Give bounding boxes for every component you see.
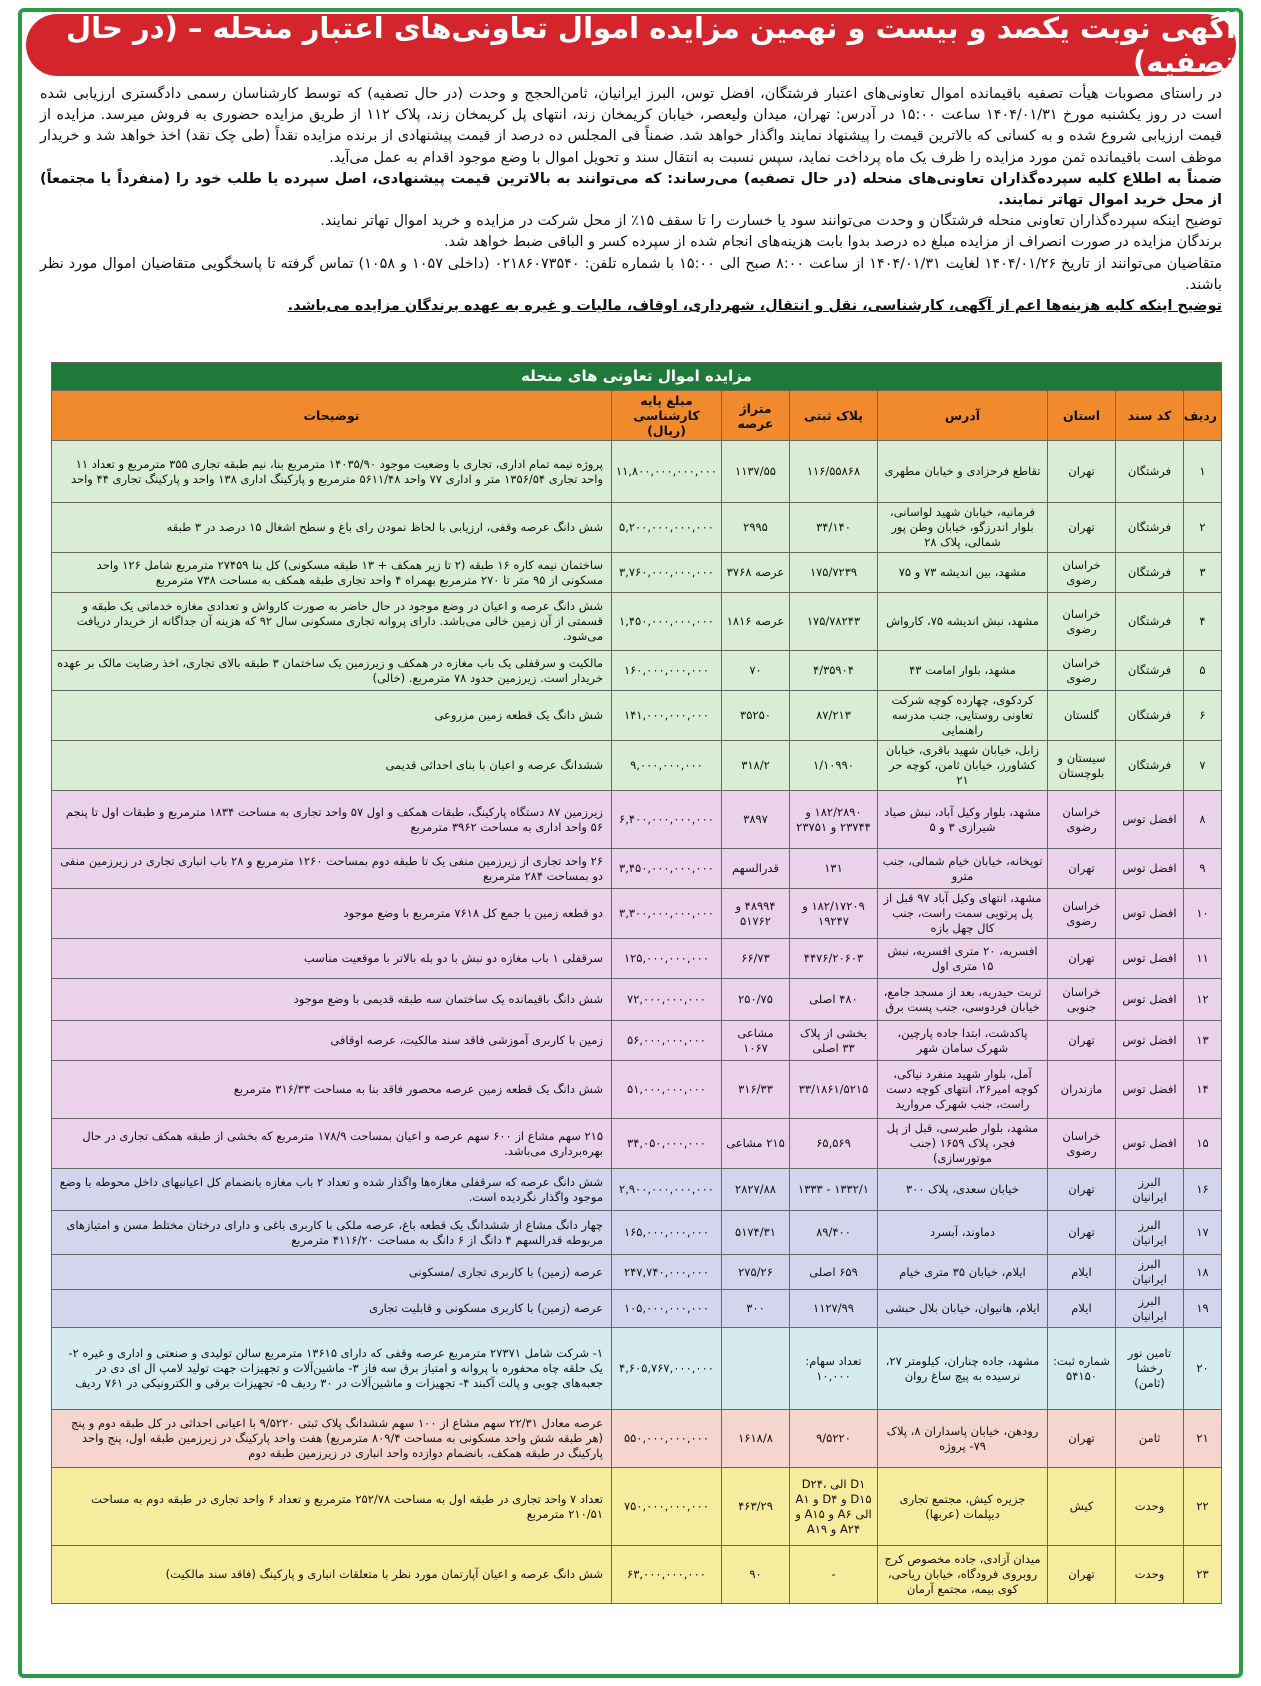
- table-cell: خیابان سعدی، پلاک ۳۰۰: [878, 1169, 1048, 1211]
- table-cell: ۵: [1184, 651, 1222, 691]
- table-cell: ۲۵۰/۷۵: [722, 979, 790, 1021]
- auction-table: [51, 362, 1222, 1604]
- table-cell: تهران: [1048, 1410, 1116, 1468]
- table-cell: ۴۶۳/۲۹: [722, 1468, 790, 1546]
- table-cell: ۶: [1184, 691, 1222, 741]
- table-cell: ثامن: [1116, 1410, 1184, 1468]
- table-cell: مشهد، جاده چناران، کیلومتر ۲۷، نرسیده به پیچ ساغ روان: [878, 1328, 1048, 1410]
- table-cell: ۷۲,۰۰۰,۰۰۰,۰۰۰: [612, 979, 722, 1021]
- table-cell: ۲۴۷,۷۴۰,۰۰۰,۰۰۰: [612, 1255, 722, 1290]
- column-header: پلاک ثبتی: [790, 391, 878, 441]
- table-cell: ۸۷/۲۱۳: [790, 691, 878, 741]
- table-cell: پروژه نیمه تمام اداری، تجاری با وضعیت موجود ۱۴۰۳۵/۹۰ مترمربع بنا، نیم طبقه تجاری ۳۵۵ مترمربع و تعداد ۱۱ واحد تجاری ۱۳۵۶/۵۴ متر و اداری ۷۷ واحد ۵۶۱۱/۴۸ مترمربع و پارکینگ اداری ۱۳۸ واحد و پارکینگ تجاری ۴۴ واحد: [52, 441, 612, 503]
- table-cell: ۷۵۰,۰۰۰,۰۰۰,۰۰۰: [612, 1468, 722, 1546]
- table-cell: ۲۱۵ سهم مشاع از ۶۰۰ سهم عرصه و اعیان بمساحت ۱۷۸/۹ مترمربع که بخشی از طبقه همکف تجاری در حال بهره‌برداری می‌باشد.: [52, 1119, 612, 1169]
- table-cell: ۹/۵۲۲۰: [790, 1410, 878, 1468]
- table-cell: ۶۳,۰۰۰,۰۰۰,۰۰۰: [612, 1546, 722, 1604]
- table-caption-row: [52, 363, 1222, 391]
- table-cell: ۹۰: [722, 1546, 790, 1604]
- table-row: [52, 1546, 1222, 1604]
- table-cell: افضل توس: [1116, 939, 1184, 979]
- table-cell: ۱۸۲/۲۸۹۰ و ۲۳۷۴۴ و ۲۳۷۵۱: [790, 791, 878, 849]
- column-header: متراژ عرصه: [722, 391, 790, 441]
- table-cell: ۱۲: [1184, 979, 1222, 1021]
- table-cell: ۱۱: [1184, 939, 1222, 979]
- table-cell: ۱,۴۵۰,۰۰۰,۰۰۰,۰۰۰: [612, 593, 722, 651]
- table-cell: ۲۰: [1184, 1328, 1222, 1410]
- table-cell: خراسان جنوبی: [1048, 979, 1116, 1021]
- table-cell: ۱۱۲۷/۹۹: [790, 1290, 878, 1328]
- column-header: توضیحات: [52, 391, 612, 441]
- table-row: [52, 1211, 1222, 1255]
- table-row: [52, 1169, 1222, 1211]
- table-row: [52, 1410, 1222, 1468]
- table-cell: افضل توس: [1116, 1119, 1184, 1169]
- table-cell: ایلام: [1048, 1255, 1116, 1290]
- table-cell: فرشتگان: [1116, 553, 1184, 593]
- table-cell: ۷: [1184, 741, 1222, 791]
- table-cell: ۶۵۹ اصلی: [790, 1255, 878, 1290]
- table-cell: مشهد، بلوار طبرسی، قبل از پل فجر، پلاک ۱۶۵۹ (جنب موتورسازی): [878, 1119, 1048, 1169]
- table-cell: مشهد، انتهای وکیل آباد ۹۷ قبل از پل پرتویی سمت راست، جنب کال چهل بازه: [878, 889, 1048, 939]
- column-header: کد سند: [1116, 391, 1184, 441]
- table-cell: فرشتگان: [1116, 503, 1184, 553]
- table-cell: ۲۹۹۵: [722, 503, 790, 553]
- table-cell: ۱۰۵,۰۰۰,۰۰۰,۰۰۰: [612, 1290, 722, 1328]
- table-cell: ۹: [1184, 849, 1222, 889]
- table-cell: زمین با کاربری آموزشی فاقد سند مالکیت، عرصه اوقافی: [52, 1021, 612, 1061]
- table-cell: ۳۵۲۵۰: [722, 691, 790, 741]
- table-cell: خراسان رضوی: [1048, 651, 1116, 691]
- table-cell: ۴۸۰ اصلی: [790, 979, 878, 1021]
- table-cell: تربت حیدریه، بعد از مسجد جامع، خیابان فردوسی، جنب پست برق: [878, 979, 1048, 1021]
- table-cell: شش دانگ عرصه وقفی، ارزیابی با لحاظ نمودن رای باغ و سطح اشغال ۱۵ درصد در ۳ طبقه: [52, 503, 612, 553]
- table-row: [52, 1328, 1222, 1410]
- table-cell: خراسان رضوی: [1048, 791, 1116, 849]
- table-cell: ۱۶۰,۰۰۰,۰۰۰,۰۰۰: [612, 651, 722, 691]
- table-cell: ۳۴,۰۵۰,۰۰۰,۰۰۰: [612, 1119, 722, 1169]
- table-cell: ۱۳۳۲/۱ - ۱۳۳۳: [790, 1169, 878, 1211]
- table-cell: البرز ایرانیان: [1116, 1255, 1184, 1290]
- table-cell: توپخانه، خیابان خیام شمالی، جنب مترو: [878, 849, 1048, 889]
- column-header: استان: [1048, 391, 1116, 441]
- table-cell: دماوند، آبسرد: [878, 1211, 1048, 1255]
- table-row: [52, 849, 1222, 889]
- table-body: [52, 441, 1222, 1604]
- table-cell: بخشی از پلاک ۳۳ اصلی: [790, 1021, 878, 1061]
- table-cell: ۱۰: [1184, 889, 1222, 939]
- intro-paragraph-4: برندگان مزایده در صورت انصراف از مزایده مبلغ ده درصد بدوا بابت هزینه‌های انجام شده از سپرده کسر و الباقی ضبط خواهد شد.: [443, 234, 1222, 251]
- table-cell: کردکوی، چهارده کوچه شرکت تعاونی روستایی، جنب مدرسه راهنمایی: [878, 691, 1048, 741]
- table-cell: ۸: [1184, 791, 1222, 849]
- column-header: مبلغ پایه کارشناسی (ریال): [612, 391, 722, 441]
- table-row: [52, 1061, 1222, 1119]
- table-cell: ۱۳: [1184, 1021, 1222, 1061]
- table-header-row: [52, 391, 1222, 441]
- table-cell: افضل توس: [1116, 849, 1184, 889]
- table-cell: مشهد، بلوار امامت ۴۳: [878, 651, 1048, 691]
- table-cell: شش دانگ عرصه و اعیان در وضع موجود در حال حاضر به صورت کارواش و تعدادی مغازه خدماتی یک طبقه و قسمتی از آن زمین خالی می‌باشد. دارای پروانه تجاری مسکونی سال ۹۲ که هزینه آن جداگانه از خریدار دریافت می‌شود.: [52, 593, 612, 651]
- table-cell: ۲: [1184, 503, 1222, 553]
- table-row: [52, 593, 1222, 651]
- table-cell: ۴/۳۵۹۰۴: [790, 651, 878, 691]
- table-cell: عرصه ۱۸۱۶: [722, 593, 790, 651]
- table-row: [52, 1119, 1222, 1169]
- table-row: [52, 441, 1222, 503]
- table-cell: ۵۵۰,۰۰۰,۰۰۰,۰۰۰: [612, 1410, 722, 1468]
- table-cell: ساختمان نیمه کاره ۱۶ طبقه (۲ تا زیر همکف + ۱۳ طبقه مسکونی) کل بنا ۲۷۴۵۹ مترمربع شامل ۱۲۶ واحد مسکونی از ۹۵ متر تا ۲۷۰ مترمربع بهمراه ۴ واحد تجاری طبقه همکف به مساحت ۷۳۸ مترمربع: [52, 553, 612, 593]
- table-row: [52, 1468, 1222, 1546]
- table-row: [52, 741, 1222, 791]
- table-cell: ایلام، خیابان ۳۵ متری خیام: [878, 1255, 1048, 1290]
- table-cell: ۴: [1184, 593, 1222, 651]
- table-cell: ۲۶ واحد تجاری از زیرزمین منفی یک تا طبقه دوم بمساحت ۱۲۶۰ مترمربع و ۲۸ باب انباری تجاری در زیرزمین منفی دو بمساحت ۲۸۴ مترمربع: [52, 849, 612, 889]
- table-cell: -: [790, 1546, 878, 1604]
- table-cell: ۳,۷۶۰,۰۰۰,۰۰۰,۰۰۰: [612, 553, 722, 593]
- intro-paragraph-3: توضیح اینکه سپرده‌گذاران تعاونی منحله فرشتگان و وحدت می‌توانند سود یا خسارت را تا سقف ۱۵٪ از محل شرکت در مزایده و خرید اموال تهاتر نمایند.: [320, 213, 1222, 230]
- table-cell: ۲۱۵ مشاعی: [722, 1119, 790, 1169]
- table-cell: ۶۵,۵۶۹: [790, 1119, 878, 1169]
- table-cell: ۱۴: [1184, 1061, 1222, 1119]
- table-cell: ۳۰۰: [722, 1290, 790, 1328]
- intro-text: [40, 84, 1222, 317]
- table-cell: افسریه، ۲۰ متری افسریه، نبش ۱۵ متری اول: [878, 939, 1048, 979]
- table-cell: ۱۹: [1184, 1290, 1222, 1328]
- table-cell: ۲,۹۰۰,۰۰۰,۰۰۰,۰۰۰: [612, 1169, 722, 1211]
- table-cell: جزیره کیش، مجتمع تجاری دیپلمات (عربها): [878, 1468, 1048, 1546]
- table-cell: ۱۸۲/۱۷۲۰۹ و ۱۹۲۴۷: [790, 889, 878, 939]
- table-cell: ۱- شرکت شامل ۲۷۳۷۱ مترمربع عرصه وقفی که دارای ۱۳۶۱۵ مترمربع سالن تولیدی و صنعتی و اداری و غیره ۲- یک حلقه چاه محفوره با پروانه و امتیاز برق سه فاز ۳- ماشین‌آلات و تجهیزات جهت تولید لامپ ال ای دی در جعبه‌های چوبی و پالت آکبند ۴- تجهیزات و ماشین‌آلات در ۳۰ ردیف ۵- تجهیزات برقی و الکترونیکی در ۷۶۱ ردیف: [52, 1328, 612, 1410]
- table-cell: تعداد سهام: ۱۰,۰۰۰: [790, 1328, 878, 1410]
- table-cell: ۲۱: [1184, 1410, 1222, 1468]
- table-cell: افضل توس: [1116, 1021, 1184, 1061]
- table-cell: ۳۳/۱۸۶۱/۵۲۱۵: [790, 1061, 878, 1119]
- table-cell: کیش: [1048, 1468, 1116, 1546]
- table-cell: ۱۶۵,۰۰۰,۰۰۰,۰۰۰: [612, 1211, 722, 1255]
- table-cell: ۲۳: [1184, 1546, 1222, 1604]
- table-row: [52, 651, 1222, 691]
- table-cell: تهران: [1048, 441, 1116, 503]
- table-cell: فرشتگان: [1116, 691, 1184, 741]
- table-cell: ۴,۶۰۵,۷۶۷,۰۰۰,۰۰۰: [612, 1328, 722, 1410]
- table-cell: آمل، بلوار شهید منفرد نیاکی، کوچه امیر۲۶، انتهای کوچه دست راست، جنب شهرک مروارید: [878, 1061, 1048, 1119]
- table-cell: ۵۱۷۴/۳۱: [722, 1211, 790, 1255]
- table-cell: ۱۷: [1184, 1211, 1222, 1255]
- table-cell: ۱۱۶/۵۵۸۶۸: [790, 441, 878, 503]
- table-row: [52, 691, 1222, 741]
- table-cell: تهران: [1048, 1546, 1116, 1604]
- table-cell: افضل توس: [1116, 1061, 1184, 1119]
- table-cell: ۸۹/۴۰۰: [790, 1211, 878, 1255]
- table-cell: ۱/۱۰۹۹۰: [790, 741, 878, 791]
- table-cell: تامین نور رخشا (ثامن): [1116, 1328, 1184, 1410]
- table-cell: افضل توس: [1116, 791, 1184, 849]
- table-cell: فرشتگان: [1116, 651, 1184, 691]
- table-cell: ۲۷۵/۲۶: [722, 1255, 790, 1290]
- table-cell: ۱۸: [1184, 1255, 1222, 1290]
- table-cell: ایلام، هانیوان، خیابان بلال حبشی: [878, 1290, 1048, 1328]
- table-cell: تقاطع فرحزادی و خیابان مطهری: [878, 441, 1048, 503]
- table-cell: ۱۱۳۷/۵۵: [722, 441, 790, 503]
- table-cell: گلستان: [1048, 691, 1116, 741]
- table-cell: سیستان و بلوچستان: [1048, 741, 1116, 791]
- column-header: ردیف: [1184, 391, 1222, 441]
- table-row: [52, 791, 1222, 849]
- table-cell: [722, 1328, 790, 1410]
- table-cell: ۲۲: [1184, 1468, 1222, 1546]
- table-cell: تهران: [1048, 1169, 1116, 1211]
- table-cell: تعداد ۷ واحد تجاری در طبقه اول به مساحت ۲۵۲/۷۸ مترمربع و تعداد ۶ واحد تجاری در طبقه دوم به مساحت ۲۱۰/۵۱ مترمربع: [52, 1468, 612, 1546]
- table-cell: تهران: [1048, 849, 1116, 889]
- table-cell: ۶,۴۰۰,۰۰۰,۰۰۰,۰۰۰: [612, 791, 722, 849]
- table-cell: ۲۸۲۷/۸۸: [722, 1169, 790, 1211]
- table-cell: افضل توس: [1116, 889, 1184, 939]
- table-cell: ۴۸۹۹۴ و ۵۱۷۶۲: [722, 889, 790, 939]
- table-cell: شش دانگ عرصه که سرقفلی مغازه‌ها واگذار شده و تعداد ۲ باب مغازه بانضمام کل اعیانیهای داخل محوطه با وضع موجود واگذار نگردیده است.: [52, 1169, 612, 1211]
- intro-paragraph-6: توضیح اینکه کلیه هزینه‌ها اعم از آگهی، کارشناسی، نقل و انتقال، شهرداری، اوقاف، مالیات و غیره به عهده برندگان مزایده می‌باشد.: [287, 298, 1222, 315]
- table-cell: ۱۶: [1184, 1169, 1222, 1211]
- table-cell: ۱۳۱: [790, 849, 878, 889]
- table-cell: مشهد، بین اندیشه ۷۳ و ۷۵: [878, 553, 1048, 593]
- table-cell: ۵۶,۰۰۰,۰۰۰,۰۰۰: [612, 1021, 722, 1061]
- table-cell: تهران: [1048, 939, 1116, 979]
- table-cell: ۵,۲۰۰,۰۰۰,۰۰۰,۰۰۰: [612, 503, 722, 553]
- table-cell: مشاعی ۱۰۶۷: [722, 1021, 790, 1061]
- table-cell: البرز ایرانیان: [1116, 1290, 1184, 1328]
- table-cell: ۵۱,۰۰۰,۰۰۰,۰۰۰: [612, 1061, 722, 1119]
- table-cell: البرز ایرانیان: [1116, 1169, 1184, 1211]
- table-cell: سرقفلی ۱ باب مغازه دو نبش با دو بله بالاتر با موقعیت مناسب: [52, 939, 612, 979]
- table-cell: شش دانگ عرصه و اعیان آپارتمان مورد نظر با متعلقات انباری و پارکینگ (فاقد سند مالکیت): [52, 1546, 612, 1604]
- intro-paragraph-5: متقاضیان می‌توانند از تاریخ ۱۴۰۴/۰۱/۲۶ لغایت ۱۴۰۴/۰۱/۳۱ از ساعت ۸:۰۰ صبح الی ۱۵:۰۰ با شماره تلفن: ۰۲۱۸۶۰۷۳۵۴۰ (داخلی ۱۰۵۷ و ۱۰۵۸) تماس گرفته تا پاسخگویی متقاضیان اموال مورد نظر باشند.: [40, 255, 1223, 293]
- table-cell: خراسان رضوی: [1048, 553, 1116, 593]
- table-cell: عرصه معادل ۲۲/۳۱ سهم مشاع از ۱۰۰ سهم ششدانگ پلاک ثبتی ۹/۵۲۲۰ با اعیانی احداثی در کل طبقه دوم و پنج (هر طبقه شش واحد مسکونی به مساحت ۸۰۹/۴ مترمربع) هفت واحد پارکینگ در زیرزمین طبقه اول، پنج واحد پارکینگ در طبقه همکف، بانضمام دوازده واحد انباری در زیرزمین طبقه دوم: [52, 1410, 612, 1468]
- table-row: [52, 503, 1222, 553]
- table-cell: ۱۱,۸۰۰,۰۰۰,۰۰۰,۰۰۰: [612, 441, 722, 503]
- table-cell: فرشتگان: [1116, 593, 1184, 651]
- table-row: [52, 1255, 1222, 1290]
- table-row: [52, 889, 1222, 939]
- table-cell: عرصه ۳۷۶۸: [722, 553, 790, 593]
- table-cell: افضل توس: [1116, 979, 1184, 1021]
- table-cell: ۷۰: [722, 651, 790, 691]
- table-cell: مالکیت و سرقفلی یک باب مغازه در همکف و زیرزمین یک ساختمان ۳ طبقه بالای تجاری، اخذ رضایت مالک بر عهده خریدار است. زیرزمین حدود ۷۸ مترمربع. (خالی): [52, 651, 612, 691]
- intro-paragraph-1: در راستای مصوبات هیأت تصفیه باقیمانده اموال تعاونی‌های اعتبار فرشتگان، افضل توس، البرز ایرانیان، ثامن‌الحجج و وحدت (در حال تصفیه) که توسط کارشناسان رسمی دادگستری ارزیابی شده است در روز یکشنبه مورخ ۱۴۰۴/۰۱/۳۱ ساعت ۱۵:۰۰ در آدرس: تهران، میدان ولیعصر، خیابان کریمخان زند، انتهای پل کریمخان زند، پلاک ۱۱۲ از طریق مزایده حضوری به فروش میرسد. مزایده از قیمت ارزیابی شروع شده و به کسانی که بالاترین قیمت را پیشنهاد نمایند واگذار خواهد شد. ضمناً فی المجلس ده درصد از قیمت پیشنهادی از برنده مزایده نقداً (طی چک نقد) اخذ خواهد شد و خریدار موظف است باقیمانده ثمن مورد مزایده را ظرف یک ماه پرداخت نماید، سپس نسبت به انتقال سند و تحویل اموال با وضع موجود اقدام به عمل می‌آید.: [40, 86, 1222, 166]
- table-cell: پاکدشت، ابتدا جاده پارچین، شهرک سامان شهر: [878, 1021, 1048, 1061]
- table-cell: رودهن، خیابان پاسداران ۸، پلاک ۷۹- پروژه: [878, 1410, 1048, 1468]
- page-title: آگهی نوبت یکصد و بیست و نهمین مزایده اموال تعاونی‌های اعتبار منحله – (در حال تصفیه): [26, 14, 1236, 76]
- table-cell: مشهد، نبش اندیشه ۷۵، کارواش: [878, 593, 1048, 651]
- table-cell: شش دانگ یک قطعه زمین مزروعی: [52, 691, 612, 741]
- table-cell: ۱۴۱,۰۰۰,۰۰۰,۰۰۰: [612, 691, 722, 741]
- table-cell: ۳: [1184, 553, 1222, 593]
- table-cell: وحدت: [1116, 1546, 1184, 1604]
- table-cell: زابل، خیابان شهید باقری، خیابان کشاورز، خیابان ثامن، کوچه حر ۲۱: [878, 741, 1048, 791]
- table-cell: شماره ثبت: ۵۴۱۵۰: [1048, 1328, 1116, 1410]
- auction-table-wrapper: [52, 362, 1222, 1604]
- table-cell: خراسان رضوی: [1048, 889, 1116, 939]
- table-cell: ۳۱۸/۲: [722, 741, 790, 791]
- table-cell: ۱: [1184, 441, 1222, 503]
- table-cell: فرمانیه، خیابان شهید لواسانی، بلوار اندرزگو، خیابان وطن پور شمالی، پلاک ۲۸: [878, 503, 1048, 553]
- table-cell: ۳۴/۱۴۰: [790, 503, 878, 553]
- table-cell: خراسان رضوی: [1048, 593, 1116, 651]
- table-row: [52, 939, 1222, 979]
- table-cell: مازندران: [1048, 1061, 1116, 1119]
- table-cell: مشهد، بلوار وکیل آباد، نبش صیاد شیرازی ۳ و ۵: [878, 791, 1048, 849]
- table-cell: خراسان رضوی: [1048, 1119, 1116, 1169]
- table-cell: ۱۲۵,۰۰۰,۰۰۰,۰۰۰: [612, 939, 722, 979]
- table-cell: فرشتگان: [1116, 441, 1184, 503]
- table-cell: ششدانگ عرصه و اعیان با بنای احداثی قدیمی: [52, 741, 612, 791]
- table-cell: ۹,۰۰۰,۰۰۰,۰۰۰: [612, 741, 722, 791]
- table-cell: ۳۸۹۷: [722, 791, 790, 849]
- table-cell: ایلام: [1048, 1290, 1116, 1328]
- table-cell: تهران: [1048, 503, 1116, 553]
- table-cell: چهار دانگ مشاع از ششدانگ یک قطعه باغ، عرصه ملکی با کاربری باغی و دارای درختان مختلط مسن و امتیازهای مربوطه قدرالسهم ۴ دانگ از ۶ دانگ به مساحت ۴۱۱۶/۲۰ مترمربع: [52, 1211, 612, 1255]
- table-cell: تهران: [1048, 1021, 1116, 1061]
- table-cell: دو قطعه زمین با جمع کل ۷۶۱۸ مترمربع با وضع موجود: [52, 889, 612, 939]
- table-cell: فرشتگان: [1116, 741, 1184, 791]
- table-row: [52, 553, 1222, 593]
- table-cell: تهران: [1048, 1211, 1116, 1255]
- table-cell: ۶۶/۷۳: [722, 939, 790, 979]
- table-row: [52, 1021, 1222, 1061]
- table-cell: البرز ایرانیان: [1116, 1211, 1184, 1255]
- table-cell: شش دانگ باقیمانده یک ساختمان سه طبقه قدیمی با وضع موجود: [52, 979, 612, 1021]
- table-cell: شش دانگ یک قطعه زمین عرصه محصور فاقد بنا به مساحت ۳۱۶/۳۳ مترمربع: [52, 1061, 612, 1119]
- table-cell: عرصه (زمین) با کاربری تجاری /مسکونی: [52, 1255, 612, 1290]
- table-cell: ۴۴۷۶/۲۰۶۰۳: [790, 939, 878, 979]
- table-cell: ۳۱۶/۳۳: [722, 1061, 790, 1119]
- table-row: [52, 1290, 1222, 1328]
- table-cell: D۱ الی D۲۴، D۱۵ و D۴ و A۱ الی A۶ و A۱۵ و A۲۴ و A۱۹: [790, 1468, 878, 1546]
- table-cell: ۳,۳۰۰,۰۰۰,۰۰۰,۰۰۰: [612, 889, 722, 939]
- table-cell: قدرالسهم: [722, 849, 790, 889]
- table-cell: عرصه (زمین) با کاربری مسکونی و قابلیت تجاری: [52, 1290, 612, 1328]
- table-cell: ۱۷۵/۷۲۳۹: [790, 553, 878, 593]
- table-cell: میدان آزادی، جاده مخصوص کرج روبروی فرودگاه، خیابان ریاحی، کوی بیمه، مجتمع آرمان: [878, 1546, 1048, 1604]
- table-row: [52, 979, 1222, 1021]
- table-cell: ۱۷۵/۷۸۲۴۳: [790, 593, 878, 651]
- column-header: آدرس: [878, 391, 1048, 441]
- table-cell: وحدت: [1116, 1468, 1184, 1546]
- intro-paragraph-2: ضمناً به اطلاع کلیه سپرده‌گذاران تعاونی‌های منحله (در حال تصفیه) می‌رساند: که می‌توانند به بالاترین قیمت پیشنهادی، اصل سپرده یا طلب خود را (منفرداً یا مجتمعاً) از محل خرید اموال تهاتر نمایند.: [40, 170, 1222, 209]
- table-cell: ۱۵: [1184, 1119, 1222, 1169]
- table-cell: ۱۶۱۸/۸: [722, 1410, 790, 1468]
- table-caption: مزایده اموال تعاونی های منحله: [52, 363, 1222, 391]
- table-cell: ۳,۴۵۰,۰۰۰,۰۰۰,۰۰۰: [612, 849, 722, 889]
- table-cell: زیرزمین ۸۷ دستگاه پارکینگ، طبقات همکف و اول ۵۷ واحد تجاری به مساحت ۱۸۳۴ مترمربع و طبقات اول تا پنجم ۵۶ واحد اداری به مساحت ۳۹۶۲ مترمربع: [52, 791, 612, 849]
